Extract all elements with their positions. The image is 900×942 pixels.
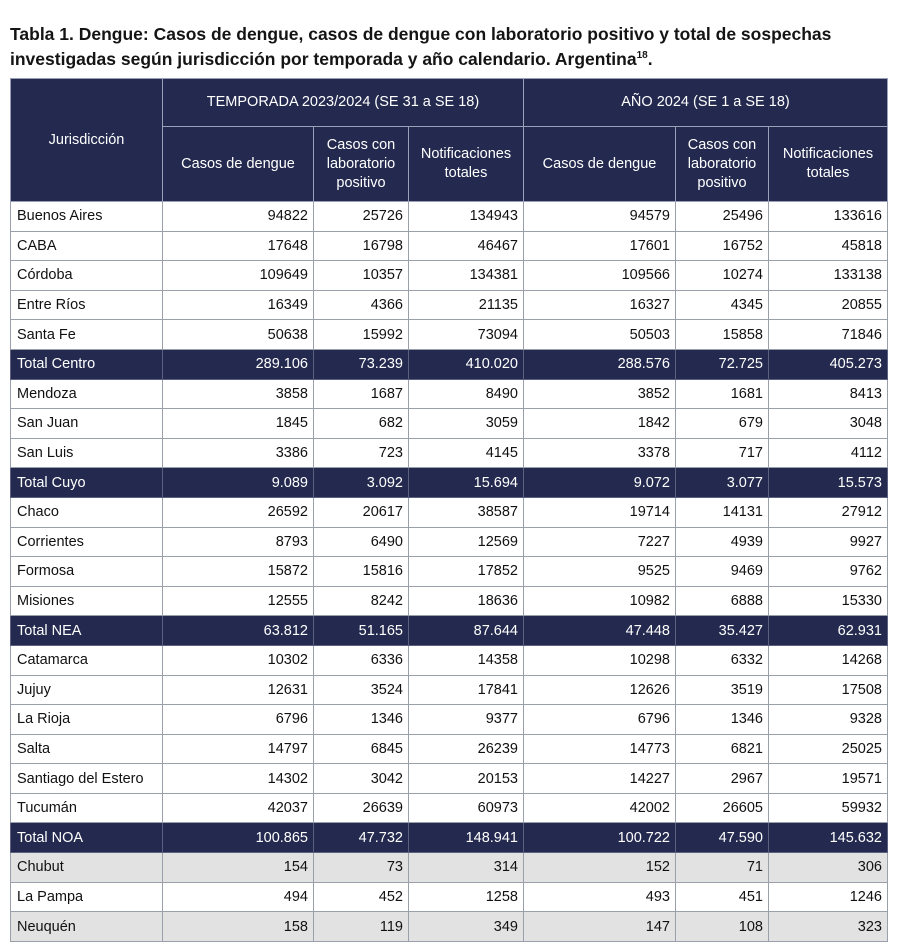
value-cell: 17841 bbox=[409, 675, 524, 705]
value-cell: 1258 bbox=[409, 882, 524, 912]
value-cell: 133138 bbox=[769, 261, 888, 291]
value-cell: 27912 bbox=[769, 497, 888, 527]
value-cell: 451 bbox=[676, 882, 769, 912]
value-cell: 60973 bbox=[409, 793, 524, 823]
subtotal-row bbox=[11, 616, 888, 646]
value-cell: 42037 bbox=[163, 793, 314, 823]
jurisdiction-cell: Santa Fe bbox=[11, 320, 163, 350]
value-cell: 26592 bbox=[163, 497, 314, 527]
value-cell: 16327 bbox=[524, 290, 676, 320]
value-cell: 73094 bbox=[409, 320, 524, 350]
value-cell: 134381 bbox=[409, 261, 524, 291]
value-cell: 9525 bbox=[524, 557, 676, 587]
value-cell: 63.812 bbox=[163, 616, 314, 646]
value-cell: 16798 bbox=[314, 231, 409, 261]
table-row bbox=[11, 853, 888, 883]
header-casos-lab-anio: Casos con laboratorio positivo bbox=[676, 127, 769, 202]
jurisdiction-cell: Mendoza bbox=[11, 379, 163, 409]
value-cell: 288.576 bbox=[524, 349, 676, 379]
value-cell: 25496 bbox=[676, 202, 769, 232]
value-cell: 154 bbox=[163, 853, 314, 883]
value-cell: 71846 bbox=[769, 320, 888, 350]
value-cell: 1346 bbox=[676, 705, 769, 735]
value-cell: 15330 bbox=[769, 586, 888, 616]
value-cell: 1845 bbox=[163, 409, 314, 439]
value-cell: 3519 bbox=[676, 675, 769, 705]
value-cell: 452 bbox=[314, 882, 409, 912]
table-row bbox=[11, 675, 888, 705]
table-row bbox=[11, 882, 888, 912]
value-cell: 3059 bbox=[409, 409, 524, 439]
value-cell: 73.239 bbox=[314, 349, 409, 379]
value-cell: 20855 bbox=[769, 290, 888, 320]
table-row bbox=[11, 231, 888, 261]
value-cell: 8242 bbox=[314, 586, 409, 616]
value-cell: 20153 bbox=[409, 764, 524, 794]
value-cell: 679 bbox=[676, 409, 769, 439]
value-cell: 62.931 bbox=[769, 616, 888, 646]
value-cell: 35.427 bbox=[676, 616, 769, 646]
value-cell: 145.632 bbox=[769, 823, 888, 853]
table-row bbox=[11, 645, 888, 675]
value-cell: 59932 bbox=[769, 793, 888, 823]
value-cell: 47.590 bbox=[676, 823, 769, 853]
header-group-temporada: TEMPORADA 2023/2024 (SE 31 a SE 18) bbox=[163, 79, 524, 127]
value-cell: 723 bbox=[314, 438, 409, 468]
value-cell: 12569 bbox=[409, 527, 524, 557]
title-footnote: 18 bbox=[636, 50, 648, 62]
table-row bbox=[11, 557, 888, 587]
value-cell: 9328 bbox=[769, 705, 888, 735]
value-cell: 9927 bbox=[769, 527, 888, 557]
value-cell: 26639 bbox=[314, 793, 409, 823]
table-row bbox=[11, 409, 888, 439]
jurisdiction-cell: Jujuy bbox=[11, 675, 163, 705]
value-cell: 21135 bbox=[409, 290, 524, 320]
value-cell: 1842 bbox=[524, 409, 676, 439]
value-cell: 8793 bbox=[163, 527, 314, 557]
header-casos-dengue-temporada: Casos de dengue bbox=[163, 127, 314, 202]
value-cell: 25025 bbox=[769, 734, 888, 764]
value-cell: 6332 bbox=[676, 645, 769, 675]
value-cell: 6490 bbox=[314, 527, 409, 557]
value-cell: 15.694 bbox=[409, 468, 524, 498]
value-cell: 8413 bbox=[769, 379, 888, 409]
header-group-anio: AÑO 2024 (SE 1 a SE 18) bbox=[524, 79, 888, 127]
value-cell: 25726 bbox=[314, 202, 409, 232]
value-cell: 4112 bbox=[769, 438, 888, 468]
value-cell: 3.077 bbox=[676, 468, 769, 498]
value-cell: 108 bbox=[676, 912, 769, 942]
value-cell: 6336 bbox=[314, 645, 409, 675]
value-cell: 3048 bbox=[769, 409, 888, 439]
value-cell: 9469 bbox=[676, 557, 769, 587]
jurisdiction-cell: Tucumán bbox=[11, 793, 163, 823]
value-cell: 12631 bbox=[163, 675, 314, 705]
table-row bbox=[11, 912, 888, 942]
value-cell: 17852 bbox=[409, 557, 524, 587]
table-row bbox=[11, 320, 888, 350]
value-cell: 17601 bbox=[524, 231, 676, 261]
value-cell: 148.941 bbox=[409, 823, 524, 853]
table-title: Tabla 1. Dengue: Casos de dengue, casos de dengue con laboratorio positivo y total de sospechas investigadas según jurisdicción por temporada y año calendario. Argentina$^{18}$. bbox=[10, 24, 832, 69]
header-notificaciones-temporada: Notificaciones totales bbox=[409, 127, 524, 202]
value-cell: 3858 bbox=[163, 379, 314, 409]
value-cell: 14797 bbox=[163, 734, 314, 764]
value-cell: 323 bbox=[769, 912, 888, 942]
value-cell: 133616 bbox=[769, 202, 888, 232]
value-cell: 38587 bbox=[409, 497, 524, 527]
value-cell: 6888 bbox=[676, 586, 769, 616]
value-cell: 147 bbox=[524, 912, 676, 942]
value-cell: 4145 bbox=[409, 438, 524, 468]
value-cell: 14227 bbox=[524, 764, 676, 794]
value-cell: 1246 bbox=[769, 882, 888, 912]
value-cell: 6821 bbox=[676, 734, 769, 764]
value-cell: 1687 bbox=[314, 379, 409, 409]
value-cell: 9762 bbox=[769, 557, 888, 587]
jurisdiction-cell: Santiago del Estero bbox=[11, 764, 163, 794]
value-cell: 306 bbox=[769, 853, 888, 883]
jurisdiction-cell: Corrientes bbox=[11, 527, 163, 557]
value-cell: 18636 bbox=[409, 586, 524, 616]
table-row bbox=[11, 438, 888, 468]
value-cell: 94579 bbox=[524, 202, 676, 232]
jurisdiction-cell: Total Cuyo bbox=[11, 468, 163, 498]
value-cell: 7227 bbox=[524, 527, 676, 557]
subtotal-row bbox=[11, 823, 888, 853]
value-cell: 15816 bbox=[314, 557, 409, 587]
value-cell: 9.089 bbox=[163, 468, 314, 498]
value-cell: 19571 bbox=[769, 764, 888, 794]
jurisdiction-cell: La Rioja bbox=[11, 705, 163, 735]
jurisdiction-cell: Misiones bbox=[11, 586, 163, 616]
value-cell: 10357 bbox=[314, 261, 409, 291]
jurisdiction-cell: Córdoba bbox=[11, 261, 163, 291]
value-cell: 14773 bbox=[524, 734, 676, 764]
table-row bbox=[11, 705, 888, 735]
value-cell: 405.273 bbox=[769, 349, 888, 379]
value-cell: 3042 bbox=[314, 764, 409, 794]
value-cell: 45818 bbox=[769, 231, 888, 261]
value-cell: 10274 bbox=[676, 261, 769, 291]
table-row bbox=[11, 793, 888, 823]
value-cell: 19714 bbox=[524, 497, 676, 527]
value-cell: 9.072 bbox=[524, 468, 676, 498]
value-cell: 717 bbox=[676, 438, 769, 468]
value-cell: 47.448 bbox=[524, 616, 676, 646]
jurisdiction-cell: Total NEA bbox=[11, 616, 163, 646]
value-cell: 119 bbox=[314, 912, 409, 942]
value-cell: 26239 bbox=[409, 734, 524, 764]
value-cell: 15858 bbox=[676, 320, 769, 350]
jurisdiction-cell: Chubut bbox=[11, 853, 163, 883]
value-cell: 4366 bbox=[314, 290, 409, 320]
value-cell: 26605 bbox=[676, 793, 769, 823]
value-cell: 410.020 bbox=[409, 349, 524, 379]
jurisdiction-cell: San Juan bbox=[11, 409, 163, 439]
value-cell: 109566 bbox=[524, 261, 676, 291]
value-cell: 3.092 bbox=[314, 468, 409, 498]
value-cell: 71 bbox=[676, 853, 769, 883]
value-cell: 158 bbox=[163, 912, 314, 942]
jurisdiction-cell: CABA bbox=[11, 231, 163, 261]
value-cell: 1681 bbox=[676, 379, 769, 409]
value-cell: 4345 bbox=[676, 290, 769, 320]
value-cell: 47.732 bbox=[314, 823, 409, 853]
value-cell: 289.106 bbox=[163, 349, 314, 379]
jurisdiction-cell: Neuquén bbox=[11, 912, 163, 942]
value-cell: 494 bbox=[163, 882, 314, 912]
value-cell: 12626 bbox=[524, 675, 676, 705]
value-cell: 109649 bbox=[163, 261, 314, 291]
value-cell: 14302 bbox=[163, 764, 314, 794]
value-cell: 1346 bbox=[314, 705, 409, 735]
value-cell: 6796 bbox=[524, 705, 676, 735]
value-cell: 2967 bbox=[676, 764, 769, 794]
value-cell: 134943 bbox=[409, 202, 524, 232]
value-cell: 87.644 bbox=[409, 616, 524, 646]
header-casos-dengue-anio: Casos de dengue bbox=[524, 127, 676, 202]
value-cell: 8490 bbox=[409, 379, 524, 409]
table-body bbox=[11, 202, 888, 942]
value-cell: 349 bbox=[409, 912, 524, 942]
value-cell: 682 bbox=[314, 409, 409, 439]
value-cell: 10298 bbox=[524, 645, 676, 675]
value-cell: 100.722 bbox=[524, 823, 676, 853]
value-cell: 3386 bbox=[163, 438, 314, 468]
value-cell: 72.725 bbox=[676, 349, 769, 379]
table-row bbox=[11, 202, 888, 232]
value-cell: 16349 bbox=[163, 290, 314, 320]
table-header bbox=[11, 79, 888, 202]
table-row bbox=[11, 734, 888, 764]
header-casos-lab-temporada: Casos con laboratorio positivo bbox=[314, 127, 409, 202]
value-cell: 15992 bbox=[314, 320, 409, 350]
header-jurisdiction: Jurisdicción bbox=[11, 79, 163, 202]
jurisdiction-cell: Total Centro bbox=[11, 349, 163, 379]
value-cell: 50638 bbox=[163, 320, 314, 350]
jurisdiction-cell: Formosa bbox=[11, 557, 163, 587]
value-cell: 9377 bbox=[409, 705, 524, 735]
value-cell: 17648 bbox=[163, 231, 314, 261]
value-cell: 20617 bbox=[314, 497, 409, 527]
header-notificaciones-anio: Notificaciones totales bbox=[769, 127, 888, 202]
value-cell: 6796 bbox=[163, 705, 314, 735]
value-cell: 16752 bbox=[676, 231, 769, 261]
jurisdiction-cell: Buenos Aires bbox=[11, 202, 163, 232]
value-cell: 94822 bbox=[163, 202, 314, 232]
value-cell: 14268 bbox=[769, 645, 888, 675]
table-row bbox=[11, 764, 888, 794]
jurisdiction-cell: San Luis bbox=[11, 438, 163, 468]
table-row bbox=[11, 497, 888, 527]
value-cell: 50503 bbox=[524, 320, 676, 350]
value-cell: 100.865 bbox=[163, 823, 314, 853]
jurisdiction-cell: Salta bbox=[11, 734, 163, 764]
value-cell: 493 bbox=[524, 882, 676, 912]
table-row bbox=[11, 527, 888, 557]
table-row bbox=[11, 261, 888, 291]
value-cell: 51.165 bbox=[314, 616, 409, 646]
jurisdiction-cell: La Pampa bbox=[11, 882, 163, 912]
value-cell: 152 bbox=[524, 853, 676, 883]
subtotal-row bbox=[11, 468, 888, 498]
jurisdiction-cell: Chaco bbox=[11, 497, 163, 527]
value-cell: 12555 bbox=[163, 586, 314, 616]
value-cell: 15.573 bbox=[769, 468, 888, 498]
table-row bbox=[11, 586, 888, 616]
table-row bbox=[11, 379, 888, 409]
value-cell: 4939 bbox=[676, 527, 769, 557]
value-cell: 3524 bbox=[314, 675, 409, 705]
value-cell: 6845 bbox=[314, 734, 409, 764]
dengue-table bbox=[10, 78, 888, 942]
jurisdiction-cell: Entre Ríos bbox=[11, 290, 163, 320]
value-cell: 14358 bbox=[409, 645, 524, 675]
value-cell: 17508 bbox=[769, 675, 888, 705]
value-cell: 73 bbox=[314, 853, 409, 883]
value-cell: 10982 bbox=[524, 586, 676, 616]
table-row bbox=[11, 290, 888, 320]
value-cell: 3852 bbox=[524, 379, 676, 409]
jurisdiction-cell: Catamarca bbox=[11, 645, 163, 675]
table-title-text: Tabla 1. Dengue: Casos de dengue, casos de dengue con laboratorio positivo y total de sospechas investigadas según jurisdicción por temporada y año calendario. Argentina bbox=[10, 24, 832, 69]
value-cell: 46467 bbox=[409, 231, 524, 261]
jurisdiction-cell: Total NOA bbox=[11, 823, 163, 853]
value-cell: 14131 bbox=[676, 497, 769, 527]
value-cell: 42002 bbox=[524, 793, 676, 823]
subtotal-row bbox=[11, 349, 888, 379]
value-cell: 10302 bbox=[163, 645, 314, 675]
value-cell: 314 bbox=[409, 853, 524, 883]
value-cell: 3378 bbox=[524, 438, 676, 468]
value-cell: 15872 bbox=[163, 557, 314, 587]
